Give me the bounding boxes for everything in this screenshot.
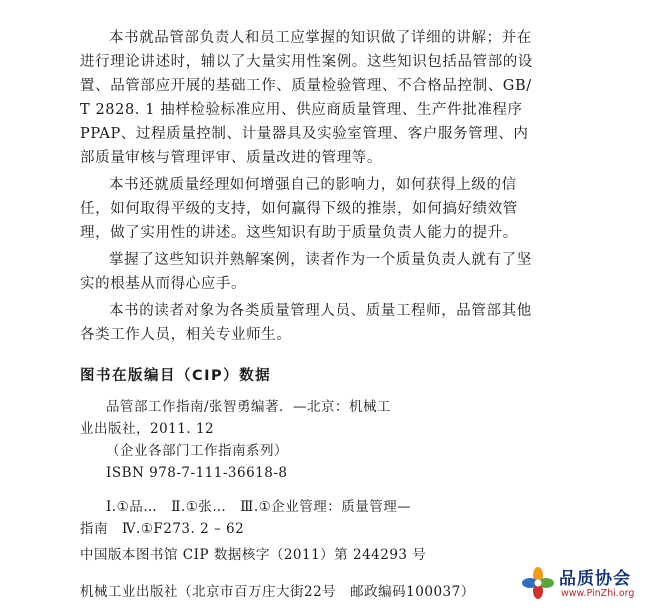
- text-line: 本书就品管部负责人和员工应掌握的知识做了详细的讲解；并在: [109, 30, 532, 46]
- text-line: 任，如何取得平级的支持，如何赢得下级的推崇，如何搞好绩效管: [80, 201, 518, 217]
- text-line: 置、品管部应开展的基础工作、质量检验管理、不合格品控制、GB/: [80, 78, 532, 94]
- watermark-url: www.PinZhi.org: [561, 588, 635, 599]
- watermark-title: 品质协会: [559, 569, 631, 589]
- intro-paragraph-2: [80, 173, 574, 245]
- text-line: 各类工作人员，相关专业师生。: [80, 327, 292, 343]
- watermark: [521, 562, 651, 606]
- cip-number: 中国版本图书馆 CIP 数据核字（2011）第 244293 号: [80, 547, 427, 563]
- text-line: 掌握了这些知识并熟解案例，读者作为一个质量负责人就有了坚: [109, 252, 532, 268]
- cip-isbn: ISBN 978-7-111-36618-8: [106, 465, 288, 481]
- cip-title: 图书在版编目（CIP）数据: [80, 368, 272, 384]
- text-line: 部质量审核与管理评审、质量改进的管理等。: [80, 150, 382, 166]
- text-line: 本书的读者对象为各类质量管理人员、质量工程师，品管部其他: [109, 303, 532, 319]
- introduction-section: [80, 26, 574, 350]
- text-line: 实的根基从而得心应手。: [80, 276, 247, 292]
- text-line: 理，做了实用性的讲述。这些知识有助于质量负责人能力的提升。: [80, 225, 518, 241]
- cip-classification: Ⅰ.①品… Ⅱ.①张… Ⅲ.①企业管理：质量管理—: [106, 499, 412, 515]
- text-line: T 2828. 1 抽样检验标准应用、供应商质量管理、生产件批准程序: [80, 102, 523, 118]
- cip-line: （企业各部门工作指南系列）: [106, 443, 288, 459]
- intro-paragraph-4: [80, 299, 574, 347]
- cip-classification: 指南 Ⅳ.①F273. 2 – 62: [80, 521, 245, 537]
- text-line: 本书还就质量经理如何增强自己的影响力，如何获得上级的信: [109, 177, 517, 193]
- text-line: 进行理论讲述时，辅以了大量实用性案例。这些知识包括品管部的设: [80, 54, 533, 70]
- cip-line: 业出版社，2011. 12: [80, 421, 215, 437]
- text-line: PPAP、过程质量控制、计量器具及实验室管理、客户服务管理、内: [80, 126, 529, 142]
- intro-paragraph-3: [80, 248, 574, 296]
- intro-paragraph-1: [80, 26, 574, 170]
- cip-line: 品管部工作指南/张智勇编著．—北京：机械工: [106, 399, 392, 415]
- cip-data-section: [80, 364, 574, 540]
- publisher-info: 机械工业出版社（北京市百万庄大街22号 邮政编码100037）: [80, 584, 475, 600]
- pinzhi-logo-icon: [521, 566, 555, 600]
